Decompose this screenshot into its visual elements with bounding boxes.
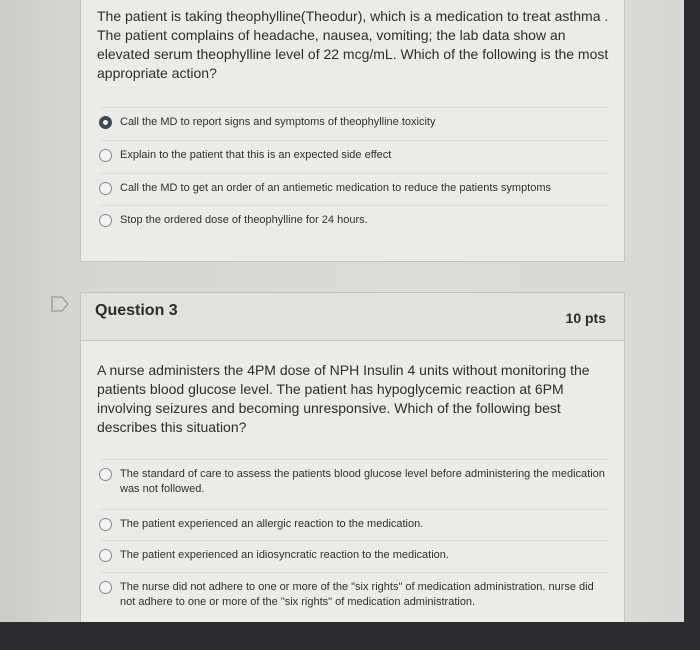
question-title: Question 3 xyxy=(95,302,178,319)
radio-unchecked-icon[interactable] xyxy=(99,549,112,562)
screen-bezel-right xyxy=(684,0,700,650)
answer-label: Stop the ordered dose of theophylline for 24 hours. xyxy=(120,214,368,226)
flag-outline-icon[interactable] xyxy=(50,296,70,312)
answer-option[interactable] xyxy=(99,107,609,130)
answer-label: The patient experienced an idiosyncratic reaction to the medication. xyxy=(120,549,449,561)
radio-unchecked-icon[interactable] xyxy=(99,468,112,481)
answer-label: Explain to the patient that this is an expected side effect xyxy=(120,149,392,161)
answer-label: Call the MD to report signs and symptoms of theophylline toxicity xyxy=(120,116,436,128)
radio-unchecked-icon[interactable] xyxy=(99,214,112,227)
answer-option[interactable] xyxy=(99,540,609,563)
radio-checked-icon[interactable] xyxy=(99,116,112,129)
radio-unchecked-icon[interactable] xyxy=(99,149,112,162)
screen-bezel-bottom xyxy=(0,622,700,650)
answer-option[interactable] xyxy=(99,205,609,228)
answer-option[interactable] xyxy=(99,173,609,196)
question-3-card xyxy=(80,292,625,628)
question-2-text: The patient is taking theophylline(Theodur), which is a medication to treat asthma . The patient complains of headache, nausea, vomiting; the lab data show an elevated serum theophylline level of 22 mcg/mL. Which of the following is the most appropriate action? xyxy=(97,8,609,81)
question-header xyxy=(81,293,624,341)
radio-unchecked-icon[interactable] xyxy=(99,581,112,594)
question-2-card xyxy=(80,0,625,262)
radio-unchecked-icon[interactable] xyxy=(99,518,112,531)
answer-label: The patient experienced an allergic reaction to the medication. xyxy=(120,518,424,530)
answer-option[interactable] xyxy=(99,140,609,163)
question-points: 10 pts xyxy=(565,310,606,326)
question-3-text: A nurse administers the 4PM dose of NPH Insulin 4 units without monitoring the patients blood glucose level. The patient has hypoglycemic reaction at 6PM involving seizures and becoming unresponsive. Which of the following best describes this situation? xyxy=(97,362,590,435)
answer-label: The standard of care to assess the patients blood glucose level before administering the medication was not followed. xyxy=(120,468,605,495)
answer-label: Call the MD to get an order of an antiemetic medication to reduce the patients symptoms xyxy=(120,182,552,194)
answer-label: The nurse did not adhere to one or more of the "six rights" of medication administration. nurse did not adhere to one or more of the "six rights" of medication administration. xyxy=(120,581,594,608)
radio-unchecked-icon[interactable] xyxy=(99,182,112,195)
answer-option[interactable] xyxy=(99,509,609,532)
answer-option[interactable] xyxy=(99,459,609,497)
answer-option[interactable] xyxy=(99,572,609,610)
